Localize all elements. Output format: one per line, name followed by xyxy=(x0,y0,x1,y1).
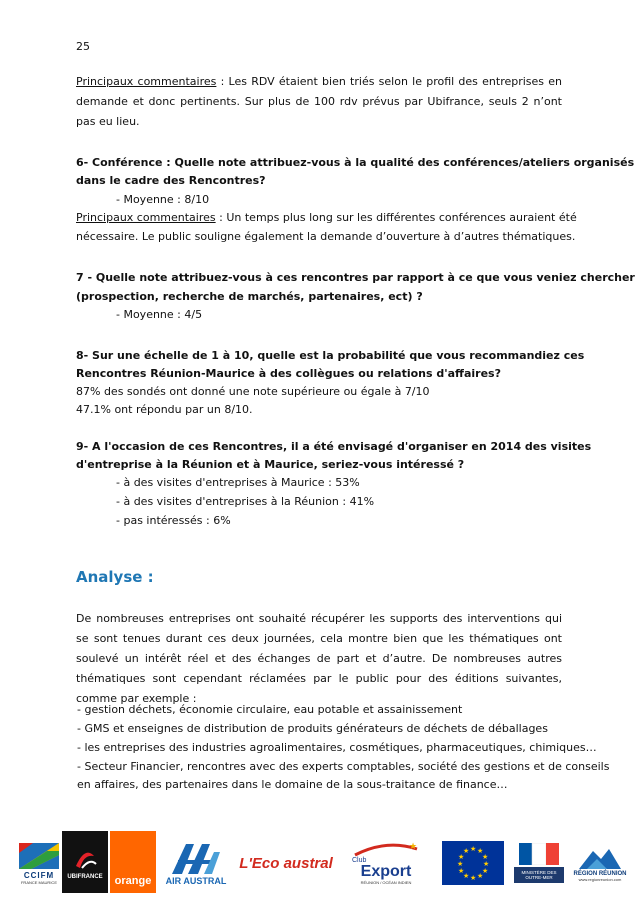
orange-logo xyxy=(110,831,156,893)
svg-text:★: ★ xyxy=(483,860,490,868)
club-export-label: Export xyxy=(360,863,412,880)
q6-title-line1: 6- Conférence : Quelle note attribuez-vous à la qualité des conférences/ateliers organisés xyxy=(76,156,635,169)
q6-comment-line1 xyxy=(76,208,577,228)
analyse-item-3: - les entreprises des industries agroalimentaires, cosmétiques, pharmaceutiques, chimiques… xyxy=(77,741,597,754)
air-austral-label: AIR AUSTRAL xyxy=(165,876,227,886)
svg-text:★: ★ xyxy=(463,847,470,855)
q7-average: - Moyenne : 4/5 xyxy=(116,308,203,321)
ccifm-logo xyxy=(14,833,64,893)
analyse-item-5: en affaires, des partenaires dans le domaine de la sous-traitance de finance… xyxy=(77,778,508,791)
air-austral-logo xyxy=(160,833,232,893)
club-export-stars-icon xyxy=(351,841,421,857)
footer-logos xyxy=(0,825,638,903)
club-export-logo xyxy=(344,833,428,893)
q8-title-line1: 8- Sur une échelle de 1 à 10, quelle est la probabilité que vous recommandiez ces xyxy=(76,349,585,362)
q6-average: - Moyenne : 8/10 xyxy=(116,193,210,206)
svg-text:★: ★ xyxy=(482,867,489,875)
club-export-sublabel: RÉUNION / OCÉAN INDIEN xyxy=(360,880,412,885)
ccifm-emblem-icon xyxy=(17,841,61,871)
q7-title-line1: 7 - Quelle note attribuez-vous à ces rencontres par rapport à ce que vous veniez chercher xyxy=(76,271,635,284)
comments-text: : Les RDV étaient bien triés selon le profil des entreprises en demande et donc pertinents. Sur plus de 100 rdv prévus par Ubifrance, seuls 2 n’ont pas eu lieu. xyxy=(76,75,562,128)
q8-result-1: 87% des sondés ont donné une note supérieure ou égale à 7/10 xyxy=(76,385,430,398)
comments-label: Principaux commentaires xyxy=(76,75,217,88)
q7-title-line2: (prospection, recherche de marchés, partenaires, ect) ? xyxy=(76,290,423,303)
q6-comment-label: Principaux commentaires xyxy=(76,211,216,224)
svg-text:★: ★ xyxy=(458,853,465,861)
analyse-item-1: - gestion déchets, économie circulaire, eau potable et assainissement xyxy=(77,703,463,716)
svg-text:★: ★ xyxy=(477,847,484,855)
ministere-logo xyxy=(512,833,566,893)
svg-text:★: ★ xyxy=(470,874,477,882)
club-export-club-label: Club xyxy=(352,857,367,864)
region-reunion-logo xyxy=(570,833,630,893)
q9-title-line1: 9- A l'occasion de ces Rencontres, il a été envisagé d'organiser en 2014 des visites xyxy=(76,440,592,453)
ubifrance-logo xyxy=(62,831,108,893)
analyse-heading: Analyse : xyxy=(76,568,154,586)
svg-text:★: ★ xyxy=(457,860,464,868)
q9-option-2: - à des visites d'entreprises à la Réunion : 41% xyxy=(116,495,375,508)
q9-option-3: - pas intéressés : 6% xyxy=(116,514,231,527)
q6-title-line2: dans le cadre des Rencontres? xyxy=(76,174,266,187)
air-austral-emblem-icon xyxy=(168,840,224,876)
ccifm-label: CCIFM xyxy=(23,871,55,880)
svg-text:★: ★ xyxy=(463,872,470,880)
ministere-label: MINISTÈRE DES OUTRE-MER xyxy=(514,867,564,883)
q8-result-2: 47.1% ont répondu par un 8/10. xyxy=(76,403,253,416)
region-reunion-label: RÉGION RÉUNION xyxy=(573,870,627,877)
comments-paragraph-1 xyxy=(76,72,562,132)
region-reunion-url: www.regionreunion.com xyxy=(578,876,622,882)
svg-text:★: ★ xyxy=(470,845,477,853)
analyse-paragraph: De nombreuses entreprises ont souhaité récupérer les supports des interventions qui se sont tenues durant ces deux journées, cela montre bien que les thématiques ont soulevé un intérêt réel et des échanges de part et d’autre. De nombreuses autres thématiques sont cependant réclamées par le public pour des éditions suivantes, comme par exemple : xyxy=(76,612,562,705)
eco-austral-logo xyxy=(234,833,338,893)
analyse-item-4: - Secteur Financier, rencontres avec des experts comptables, société des gestions et de conseils xyxy=(77,760,610,773)
eu-flag-icon xyxy=(442,841,504,885)
q6-comment-text: : Un temps plus long sur les différentes conférences auraient été xyxy=(215,211,577,224)
eu-flag-logo xyxy=(440,833,506,893)
q8-title-line2: Rencontres Réunion-Maurice à des collègues ou relations d'affaires? xyxy=(76,367,501,380)
svg-text:★: ★ xyxy=(482,853,489,861)
q9-title-line2: d'entreprise à la Réunion et à Maurice, seriez-vous intéressé ? xyxy=(76,458,465,471)
svg-text:★: ★ xyxy=(409,842,418,852)
q9-option-1: - à des visites d'entreprises à Maurice : 53% xyxy=(116,476,360,489)
ccifm-sublabel: FRANCE MAURICE xyxy=(20,880,57,885)
analyse-item-2: - GMS et enseignes de distribution de produits générateurs de déchets de déballages xyxy=(77,722,548,735)
svg-text:★: ★ xyxy=(477,872,484,880)
region-reunion-mountain-icon xyxy=(577,845,623,871)
page-number: 25 xyxy=(76,40,90,53)
ubifrance-swirl-icon xyxy=(70,844,100,874)
svg-text:★: ★ xyxy=(458,867,465,875)
eco-austral-label: L'Eco austral xyxy=(239,854,333,872)
q6-comment-line2: nécessaire. Le public souligne également la demande d’ouverture à d’autres thématiques. xyxy=(76,230,576,243)
ubifrance-label: UBIFRANCE xyxy=(67,874,103,880)
marianne-flag-icon xyxy=(519,843,559,865)
orange-label: orange xyxy=(114,875,152,887)
